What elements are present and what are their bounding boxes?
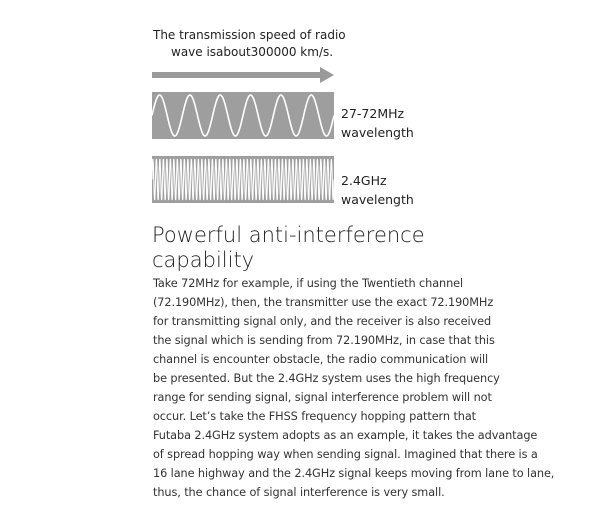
high-frequency-sine-path — [152, 159, 334, 200]
speed-caption-line-1: The transmission speed of radio — [153, 28, 346, 42]
section-heading — [152, 223, 425, 273]
body-line: be presented. But the 2.4GHz system uses the high frequency — [153, 372, 500, 385]
high-frequency-label — [341, 171, 414, 209]
body-line: Futaba 2.4GHz system adopts as an example, it takes the advantage — [153, 429, 538, 442]
low-frequency-band: 27-72MHz — [341, 106, 405, 121]
speed-caption-line-2: wave isabout300000 km/s. — [171, 45, 334, 59]
body-line: Take 72MHz for example, if using the Twentieth channel — [153, 277, 464, 290]
high-frequency-band: 2.4GHz — [341, 173, 387, 188]
low-frequency-wave — [152, 92, 334, 139]
body-line: for transmitting signal only, and the receiver is also received — [153, 315, 492, 328]
low-frequency-label — [341, 104, 414, 142]
arrow-shaft — [152, 72, 322, 78]
low-frequency-caption: wavelength — [341, 125, 414, 140]
arrow-right-icon — [152, 66, 334, 84]
body-line: channel is encounter obstacle, the radio communication will — [153, 353, 489, 366]
section-heading-line-2: capability — [152, 248, 255, 272]
sine-wave-icon — [152, 156, 334, 203]
body-line: range for sending signal, signal interference problem will not — [153, 391, 492, 404]
body-line: 16 lane highway and the 2.4GHz signal keeps moving from lane to lane, — [153, 467, 555, 480]
low-frequency-sine-path — [152, 95, 334, 136]
section-heading-line-1: Powerful anti-interference — [152, 223, 425, 247]
high-frequency-wave — [152, 156, 334, 203]
body-line: occur. Let’s take the FHSS frequency hopping pattern that — [153, 410, 476, 423]
body-line: (72.190MHz), then, the transmitter use the exact 72.190MHz — [153, 296, 494, 309]
high-frequency-caption: wavelength — [341, 192, 414, 207]
body-line: of spread hopping way when sending signal. Imagined that there is a — [153, 448, 538, 461]
body-line: thus, the chance of signal interference is very small. — [153, 486, 445, 499]
sine-wave-icon — [152, 92, 334, 139]
body-line: the signal which is sending from 72.190MHz, in case that this — [153, 334, 495, 347]
arrow-head — [320, 67, 334, 83]
